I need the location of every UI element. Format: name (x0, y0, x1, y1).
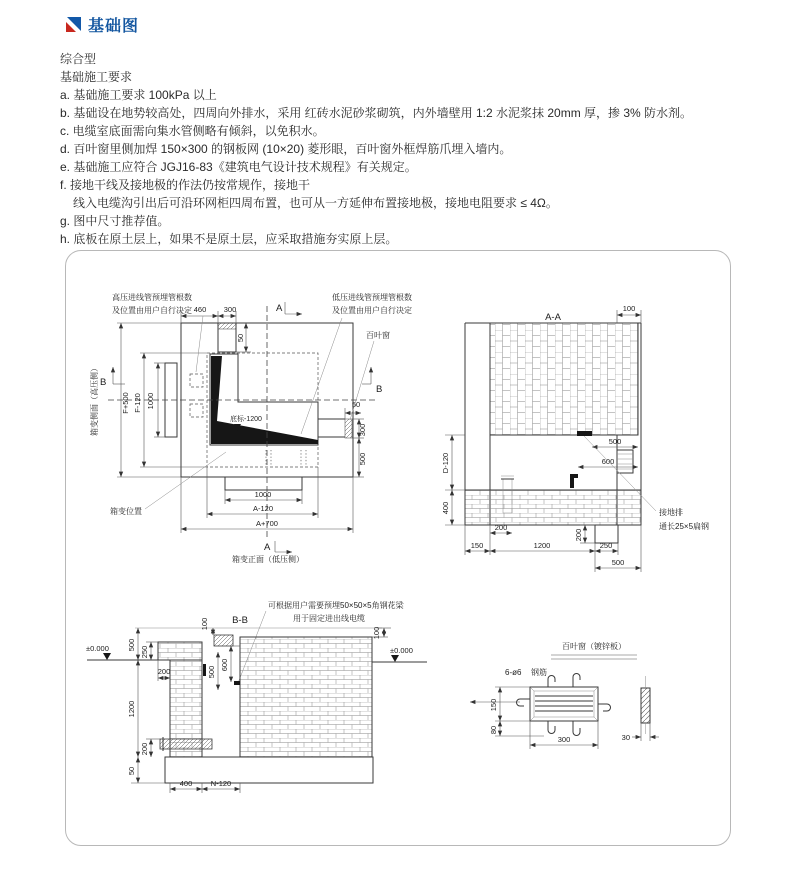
req-item-c: c. 电缆室底面需向集水管侧略有倾斜，以免积水。 (60, 124, 325, 138)
req-item-a: a. 基础施工要求 100kPa 以上 (60, 88, 217, 102)
label-hv-conduit-2: 及位置由用户自行决定 (112, 306, 192, 315)
req-item-d: d. 百叶窗里侧加焊 150×300 的钢板网 (10×20) 菱形眼，百叶窗外框焊筋爪埋入墙内。 (60, 142, 512, 156)
dim-600-mid: 600 (601, 457, 615, 466)
req-item-f-cont: 线入电缆沟引出后可沿环网柜四周布置，也可从一方延伸布置接地极，接地电阻要求 ≤ 4Ω。 (73, 196, 558, 210)
dim-f120: F-120 (133, 393, 142, 413)
label-angle-steel-note-2: 用于固定进出线电缆 (293, 614, 365, 623)
dim-200-pipe: 200 (140, 742, 149, 756)
dim-100-bb-right: 100 (372, 626, 381, 640)
construction-notes (60, 50, 760, 248)
drawing-plan-view (70, 268, 450, 586)
page-title: 基础图 (88, 18, 140, 35)
dim-150-louver: 150 (489, 698, 498, 712)
dim-300-louver: 300 (557, 735, 571, 744)
page-header (66, 13, 139, 36)
dim-500-aa-bottom: 500 (611, 558, 625, 567)
label-rebar-word: 钢筋 (531, 668, 547, 677)
dim-460: 460 (193, 305, 207, 314)
dim-a700: A+700 (256, 519, 278, 528)
dim-1000-left: 1000 (146, 392, 155, 410)
dim-400-bb: 400 (179, 779, 193, 788)
dim-1200-bb: 1200 (127, 700, 136, 718)
drawing-section-bb (78, 592, 444, 832)
dim-f500: F+500 (121, 392, 130, 414)
dim-200-step: 200 (157, 667, 171, 676)
req-item-g: g. 图中尺寸推荐值。 (60, 214, 170, 228)
dim-200-pad: 200 (574, 528, 583, 542)
dim-50-right: 50 (351, 400, 361, 409)
dim-150-aa: 150 (470, 541, 484, 550)
section-bb-title: B-B (232, 615, 248, 626)
label-lv-conduit-2: 及位置由用户自行决定 (332, 306, 412, 315)
dim-50-notch: 50 (236, 333, 245, 343)
label-lv-conduit-1: 低压进线管预埋管根数 (332, 293, 412, 302)
req-item-f: f. 接地干线及接地极的作法仍按常规作，接地干 (60, 178, 311, 192)
label-hv-side: 箱变侧面（高压侧） (90, 364, 99, 436)
drawing-frame (65, 250, 731, 846)
dim-1200-aa: 1200 (533, 541, 551, 550)
section-mark-b-right: B (376, 384, 383, 395)
dim-400-aa: 400 (441, 501, 450, 515)
dim-500-bb-mid: 500 (207, 665, 216, 679)
req-item-e: e. 基础施工应符合 JGJ16-83《建筑电气设计技术规程》有关规定。 (60, 160, 417, 174)
section-mark-a-top: A (276, 303, 283, 314)
label-angle-steel-note-1: 可根据用户需要预埋50×50×5角钢花梁 (268, 601, 404, 610)
requirements-heading: 基础施工要求 (60, 70, 133, 84)
section-aa-title: A-A (545, 312, 561, 323)
dim-250-aa: 250 (599, 541, 613, 550)
label-louver-plan: 百叶窗 (366, 331, 390, 340)
louver-detail-title: 百叶窗（镀锌板） (562, 642, 626, 651)
req-item-b: b. 基础设在地势较高处，四周向外排水，采用 红砖水泥砂浆砌筑，内外墙壁用 1:2 水泥浆抹 20mm 厚，掺 3% 防水剂。 (60, 106, 693, 120)
louver-rebar-label (505, 667, 547, 677)
louver-side-view (622, 676, 659, 742)
label-ground-bar-2: 通长25×5扁钢 (659, 522, 710, 531)
label-rebar-count: 6-ø6 (505, 668, 522, 677)
drawing-section-aa (438, 291, 738, 583)
dim-a120: A-120 (252, 504, 274, 513)
dim-500-right: 500 (358, 452, 367, 466)
section-mark-a-bottom: A (264, 542, 271, 553)
drawing-louver-detail (445, 622, 737, 792)
dim-d120: D-120 (441, 452, 450, 474)
dim-50-bb: 50 (127, 766, 136, 776)
dim-300-top: 300 (223, 305, 237, 314)
dim-200-conduit: 200 (494, 523, 508, 532)
req-item-h: h. 底板在原土层上，如果不是原土层，应采取措施夯实原上层。 (60, 232, 398, 246)
dim-n120: N-120 (210, 779, 232, 788)
dim-500-bb-left: 500 (127, 638, 136, 652)
dim-500-mid: 500 (608, 437, 622, 446)
louver-title (551, 641, 637, 659)
section-marker-icon (66, 17, 81, 32)
label-ground-bar-1: 接地排 (659, 508, 683, 517)
dim-300-right: 300 (358, 423, 367, 437)
dim-1000-bottom: 1000 (254, 490, 272, 499)
level-left: ±0.000 (86, 644, 109, 653)
type-label: 综合型 (60, 52, 97, 66)
dim-250-bb: 250 (140, 645, 149, 659)
label-hv-conduit-1: 高压进线管预埋管根数 (112, 293, 192, 302)
dim-600-bb: 600 (220, 658, 229, 672)
aa-structure (465, 323, 641, 543)
label-floor-level: 底标-1200 (230, 416, 262, 423)
label-box-position: 箱变位置 (110, 507, 142, 516)
plan-caption: 箱变正面（低压侧） (232, 555, 304, 564)
dim-80-louver: 80 (489, 725, 498, 735)
dim-30-louver: 30 (621, 733, 630, 742)
section-mark-b-left: B (100, 377, 107, 388)
dim-100-aa: 100 (622, 304, 636, 313)
level-right: ±0.000 (390, 646, 413, 655)
dim-100-beam: 100 (200, 617, 209, 631)
